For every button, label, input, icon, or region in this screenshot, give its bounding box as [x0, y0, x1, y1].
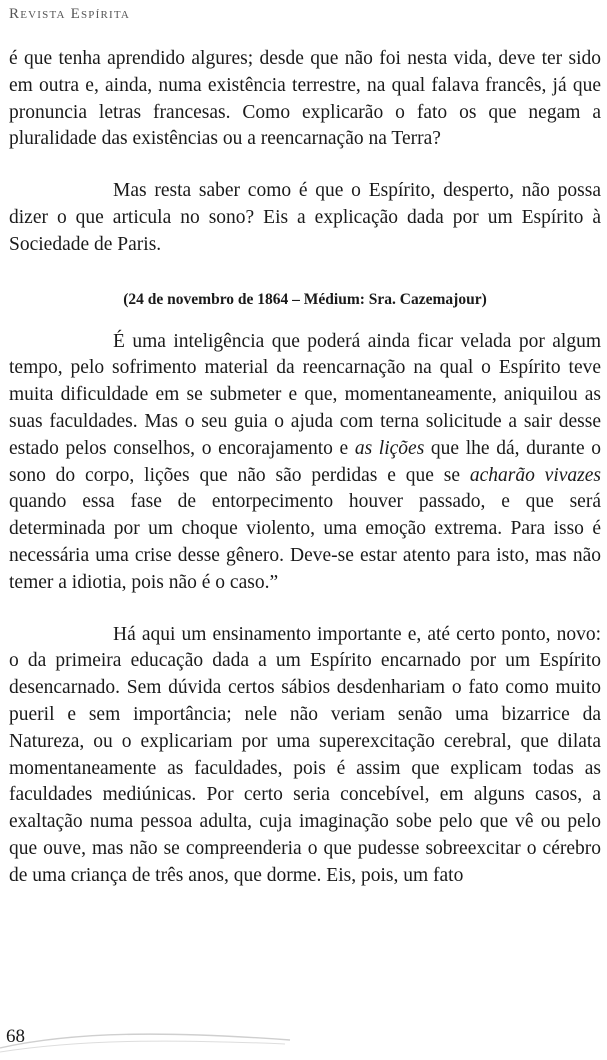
paragraph-3-part-a: É uma inteligência que poderá ainda ficar velada por algum tempo, pelo sofrimento material da reencarnação na qual o Espírito teve muita dificuldade em se submeter e que, momentaneamente, aniquilou as suas faculdades. Mas o seu guia o ajuda com terna solicitude a sair desse estado pelos conselhos, o encorajamento e [9, 330, 601, 459]
emphasis-lessons: as lições [354, 437, 425, 459]
page-number: 68 [6, 1026, 25, 1047]
paragraph-2: Mas resta saber como é que o Espírito, desperto, não possa dizer o que articula no sono? Eis a explicação dada por um Espírito à Sociedade de Paris. [9, 180, 601, 255]
paragraph-3-part-c: quando essa fase de entorpecimento houver passado, e que será determinada por um choque violento, uma emoção extrema. Para isso é necessária uma crise desse gênero. Deve-se estar atento para isto, mas não temer a idiotia, pois não é o caso.” [9, 491, 601, 593]
footer-swoosh-ornament [0, 1010, 300, 1060]
paragraph-4: Há aqui um ensinamento importante e, até certo ponto, novo: o da primeira educação dada a um Espírito encarnado por um Espírito desencarnado. Sem dúvida certos sábios desdenhariam o fato como muito pueril e sem importância; nele não veriam senão uma bizarrice da Natureza, ou o explicariam por uma superexcitação cerebral, que dilata momentaneamente as faculdades, pois é assim que explicam todas as faculdades mediúnicas. Por certo seria concebível, em alguns casos, a exaltação numa pessoa adulta, cuja imaginação sobe pelo que vê ou pelo que ouve, mas não se compreenderia o que pudesse sobreexcitar o cérebro de uma criança de três anos, que dorme. Eis, pois, um fato [9, 623, 601, 886]
message-caption: (24 de novembro de 1864 – Médium: Sra. Cazemajour) [123, 290, 487, 308]
paragraph-3-part-b: que lhe dá, durante o sono do corpo, lições que não são perdidas e que se [9, 437, 601, 486]
paragraph-1: é que tenha aprendido algures; desde que não foi nesta vida, deve ter sido em outra e, ainda, numa existência terrestre, na qual falava francês, já que pronuncia letras francesas. Como explicarão o fato os que negam a pluralidade das existências ou a reencarnação na Terra? [9, 48, 601, 150]
paragraph-3 [9, 329, 601, 597]
page-body [9, 46, 601, 890]
emphasis-vivid: acharão vivazes [469, 464, 601, 486]
running-header: Revista Espírita [9, 6, 131, 22]
